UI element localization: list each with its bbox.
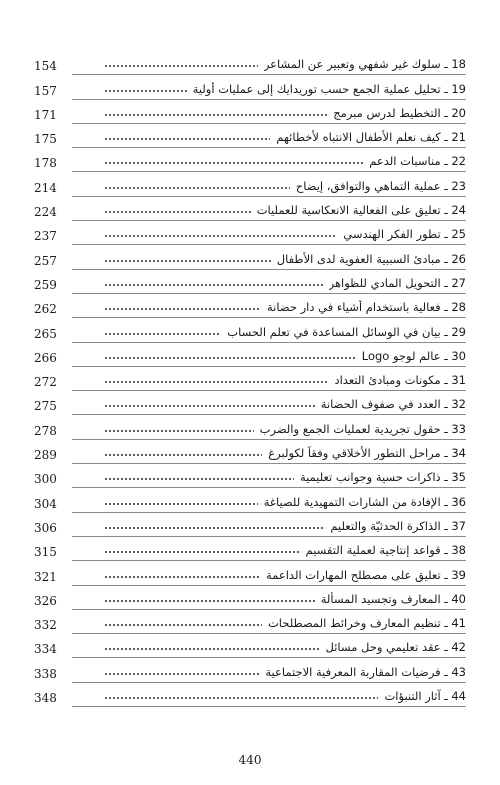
toc-page-number: 289	[34, 448, 57, 463]
toc-entry-number: 38	[451, 543, 466, 558]
toc-entry	[72, 513, 466, 537]
toc-entry-text: التحويل المادي للظواهر	[328, 275, 441, 290]
toc-row	[34, 367, 466, 391]
toc-entry-text: فرضيات المقاربة المعرفية الاجتماعية	[265, 664, 441, 679]
toc-entry	[72, 197, 466, 221]
toc-page-number: 304	[34, 496, 57, 511]
toc-page-number: 315	[34, 545, 57, 560]
toc-entry-text: فعالية باستخدام أشياء في دار حضانة	[267, 300, 441, 315]
toc-row	[34, 440, 466, 464]
toc-entry-number: 23	[451, 178, 466, 193]
toc-dot-leader	[104, 478, 294, 480]
toc-dot-leader	[104, 454, 262, 456]
toc-row	[34, 221, 466, 245]
toc-row	[34, 488, 466, 512]
toc-entry-text: كيف نعلم الأطفال الانتباه لأخطائهم	[276, 130, 441, 145]
toc-entry-title: 19 ـ تحليل عملية الجمع حسب توريدايك إلى عمليات أولية	[192, 81, 466, 96]
toc-row	[34, 586, 466, 610]
toc-entry-text: تنظيم المعارف وخرائط المصطلحات	[267, 616, 441, 631]
toc-row	[34, 245, 466, 269]
toc-entry-title: 21 ـ كيف نعلم الأطفال الانتباه لأخطائهم	[276, 130, 466, 145]
toc-entry-text: عالم لوجو Logo	[361, 348, 441, 363]
toc-dot-leader	[104, 235, 337, 237]
toc-entry-number: 24	[451, 203, 466, 218]
toc-entry-title: 44 ـ آثار التنبؤات	[384, 689, 466, 704]
toc-entry-title: 27 ـ التحويل المادي للظواهر	[328, 275, 466, 290]
toc-dot-leader	[104, 648, 320, 650]
toc-entry-number: 32	[451, 397, 466, 412]
toc-dot-leader	[104, 284, 323, 286]
toc-dot-leader	[104, 624, 262, 626]
toc-page-number: 300	[34, 472, 57, 487]
toc-entry-number: 28	[451, 300, 466, 315]
table-of-contents	[34, 51, 466, 707]
toc-entry-text: مبادئ السببية العفوية لدى الأطفال	[276, 251, 441, 266]
toc-row	[34, 561, 466, 585]
toc-entry-text: بيان في الوسائل المساعدة في تعلم الحساب	[227, 324, 441, 339]
toc-entry-number: 34	[451, 446, 466, 461]
toc-entry-number: 42	[451, 640, 466, 655]
toc-entry	[72, 100, 466, 124]
toc-row	[34, 658, 466, 682]
toc-page-number: 334	[34, 642, 57, 657]
toc-row	[34, 610, 466, 634]
toc-entry	[72, 610, 466, 634]
toc-dot-leader	[104, 187, 290, 189]
toc-page-number: 224	[34, 205, 57, 220]
toc-entry	[72, 586, 466, 610]
toc-entry-title: 43 ـ فرضيات المقاربة المعرفية الاجتماعية	[265, 664, 466, 679]
toc-entry-text: المعارف وتجسيد المسألة	[320, 591, 441, 606]
toc-entry-number: 26	[451, 251, 466, 266]
toc-row	[34, 75, 466, 99]
toc-page-number: 157	[34, 83, 57, 98]
toc-entry-number: 20	[451, 105, 466, 120]
toc-dot-leader	[104, 527, 324, 529]
toc-entry-number: 44	[451, 689, 466, 704]
toc-entry	[72, 658, 466, 682]
toc-entry-title: 30 ـ عالم لوجو Logo	[361, 348, 466, 363]
toc-entry-title: 36 ـ الإفادة من الشارات التمهيدية للصياغة	[263, 494, 466, 509]
toc-row	[34, 634, 466, 658]
toc-dot-leader	[104, 308, 261, 310]
toc-entry-title: 28 ـ فعالية باستخدام أشياء في دار حضانة	[267, 300, 466, 315]
toc-entry	[72, 270, 466, 294]
toc-row	[34, 51, 466, 75]
toc-entry-text: التخطيط لدرس مبرمج	[333, 105, 441, 120]
toc-row	[34, 172, 466, 196]
toc-entry	[72, 124, 466, 148]
toc-dot-leader	[104, 65, 258, 67]
toc-page-number: 278	[34, 423, 57, 438]
toc-row	[34, 343, 466, 367]
toc-row	[34, 100, 466, 124]
toc-page-number: 348	[34, 691, 57, 706]
page-number: 440	[238, 753, 262, 767]
toc-entry	[72, 148, 466, 172]
toc-entry	[72, 440, 466, 464]
toc-dot-leader	[104, 551, 300, 553]
toc-entry-number: 41	[451, 616, 466, 631]
toc-entry-number: 18	[451, 57, 466, 72]
toc-entry-number: 36	[451, 494, 466, 509]
toc-page-number: 272	[34, 375, 57, 390]
toc-entry	[72, 537, 466, 561]
toc-entry-number: 37	[451, 518, 466, 533]
toc-page-number: 332	[34, 618, 57, 633]
toc-entry-number: 35	[451, 470, 466, 485]
toc-dot-leader	[104, 114, 327, 116]
toc-entry-text: تعليق على الفعالية الانعكاسية للعمليات	[256, 203, 441, 218]
toc-entry-text: سلوك غير شفهي وتعبير عن المشاعر	[263, 57, 441, 72]
toc-row	[34, 270, 466, 294]
toc-entry-number: 43	[451, 664, 466, 679]
toc-entry-title: 42 ـ عقد تعليمي وحل مسائل	[325, 640, 466, 655]
toc-entry-text: تحليل عملية الجمع حسب توريدايك إلى عمليات أولية	[192, 81, 441, 96]
toc-row	[34, 537, 466, 561]
toc-dot-leader	[104, 503, 258, 505]
toc-entry-number: 33	[451, 421, 466, 436]
toc-entry-number: 21	[451, 130, 466, 145]
toc-row	[34, 318, 466, 342]
toc-entry-text: مكونات ومبادئ التعداد	[334, 373, 441, 388]
toc-entry-text: قواعد إنتاجية لعملية التقسيم	[305, 543, 441, 558]
toc-entry-title: 23 ـ عملية التماهي والتوافق، إيضاح	[295, 178, 466, 193]
toc-entry-text: عملية التماهي والتوافق، إيضاح	[295, 178, 441, 193]
toc-entry-title: 32 ـ العدد في صفوف الحضانة	[320, 397, 466, 412]
toc-dot-leader	[104, 430, 254, 432]
toc-dot-leader	[104, 697, 378, 699]
toc-entry-text: مناسبات الدعم	[369, 154, 441, 169]
toc-dot-leader	[104, 405, 315, 407]
toc-entry-title: 35 ـ ذاكرات حسية وجوانب تعليمية	[299, 470, 466, 485]
toc-row	[34, 415, 466, 439]
toc-page-number: 326	[34, 593, 57, 608]
toc-entry	[72, 561, 466, 585]
toc-entry-title: 18 ـ سلوك غير شفهي وتعبير عن المشاعر	[263, 57, 466, 72]
toc-entry-title: 38 ـ قواعد إنتاجية لعملية التقسيم	[305, 543, 466, 558]
toc-dot-leader	[104, 260, 271, 262]
toc-entry-number: 19	[451, 81, 466, 96]
toc-page-number: 237	[34, 229, 57, 244]
toc-page-number: 275	[34, 399, 57, 414]
toc-entry-number: 31	[451, 373, 466, 388]
toc-page-number: 259	[34, 277, 57, 292]
toc-entry-text: تعليق على مصطلح المهارات الداعمة	[266, 567, 441, 582]
toc-page-number: 257	[34, 253, 57, 268]
toc-page-number: 262	[34, 302, 57, 317]
toc-entry-text: مراحل التطور الأخلاقي وفقاً لكولبرغ	[268, 446, 441, 461]
toc-entry-title: 26 ـ مبادئ السببية العفوية لدى الأطفال	[276, 251, 466, 266]
toc-entry-title: 40 ـ المعارف وتجسيد المسألة	[320, 591, 466, 606]
toc-row	[34, 391, 466, 415]
toc-dot-leader	[104, 673, 259, 675]
toc-dot-leader	[104, 138, 270, 140]
toc-page-number: 265	[34, 326, 57, 341]
toc-entry	[72, 343, 466, 367]
toc-dot-leader	[104, 600, 315, 602]
toc-page-number: 154	[34, 59, 57, 74]
toc-entry-number: 29	[451, 324, 466, 339]
toc-entry-number: 30	[451, 348, 466, 363]
toc-dot-leader	[104, 90, 187, 92]
toc-entry	[72, 464, 466, 488]
toc-entry-title: 41 ـ تنظيم المعارف وخرائط المصطلحات	[267, 616, 466, 631]
toc-entry-number: 39	[451, 567, 466, 582]
toc-dot-leader	[104, 576, 260, 578]
toc-dot-leader	[104, 333, 221, 335]
toc-page-number: 178	[34, 156, 57, 171]
toc-page-number: 338	[34, 666, 57, 681]
toc-entry	[72, 51, 466, 75]
toc-page-number: 306	[34, 520, 57, 535]
toc-entry-title: 34 ـ مراحل التطور الأخلاقي وفقاً لكولبرغ	[268, 446, 466, 461]
toc-entry	[72, 488, 466, 512]
toc-dot-leader	[104, 381, 328, 383]
toc-entry	[72, 634, 466, 658]
toc-entry-text: العدد في صفوف الحضانة	[320, 397, 441, 412]
toc-page-number: 214	[34, 180, 57, 195]
toc-entry-text: ذاكرات حسية وجوانب تعليمية	[299, 470, 441, 485]
toc-entry-number: 25	[451, 227, 466, 242]
toc-entry-title: 29 ـ بيان في الوسائل المساعدة في تعلم الحساب	[227, 324, 466, 339]
toc-dot-leader	[104, 211, 251, 213]
toc-entry-text: حقول تجريدية لعمليات الجمع والضرب	[259, 421, 441, 436]
toc-entry-title: 22 ـ مناسبات الدعم	[369, 154, 466, 169]
toc-entry	[72, 391, 466, 415]
toc-row	[34, 148, 466, 172]
toc-entry-number: 27	[451, 275, 466, 290]
toc-row	[34, 197, 466, 221]
toc-entry-text: الإفادة من الشارات التمهيدية للصياغة	[263, 494, 441, 509]
toc-entry	[72, 172, 466, 196]
toc-page-number: 321	[34, 569, 57, 584]
toc-entry-title: 33 ـ حقول تجريدية لعمليات الجمع والضرب	[259, 421, 466, 436]
toc-page-number: 175	[34, 132, 57, 147]
toc-entry	[72, 367, 466, 391]
toc-entry-text: الذاكرة الحدثيّة والتعليم	[330, 518, 441, 533]
toc-entry	[72, 294, 466, 318]
toc-entry	[72, 683, 466, 707]
toc-page-number: 266	[34, 350, 57, 365]
toc-entry-text: تطور الفكر الهندسي	[343, 227, 441, 242]
toc-entry-title: 39 ـ تعليق على مصطلح المهارات الداعمة	[266, 567, 466, 582]
toc-entry	[72, 415, 466, 439]
toc-entry-number: 22	[451, 154, 466, 169]
toc-entry	[72, 221, 466, 245]
toc-row	[34, 294, 466, 318]
toc-entry-title: 25 ـ تطور الفكر الهندسي	[343, 227, 466, 242]
toc-entry-text: عقد تعليمي وحل مسائل	[325, 640, 441, 655]
toc-row	[34, 683, 466, 707]
toc-entry-title: 20 ـ التخطيط لدرس مبرمج	[333, 105, 466, 120]
toc-entry-number: 40	[451, 591, 466, 606]
toc-entry-title: 24 ـ تعليق على الفعالية الانعكاسية للعمليات	[256, 203, 466, 218]
toc-row	[34, 513, 466, 537]
toc-entry-text: آثار التنبؤات	[384, 689, 441, 704]
toc-dot-leader	[104, 357, 356, 359]
toc-row	[34, 464, 466, 488]
toc-entry	[72, 245, 466, 269]
toc-entry-title: 31 ـ مكونات ومبادئ التعداد	[334, 373, 466, 388]
toc-entry-title: 37 ـ الذاكرة الحدثيّة والتعليم	[330, 518, 466, 533]
toc-page-number: 171	[34, 107, 57, 122]
toc-dot-leader	[104, 162, 363, 164]
toc-row	[34, 124, 466, 148]
toc-entry	[72, 75, 466, 99]
toc-entry	[72, 318, 466, 342]
